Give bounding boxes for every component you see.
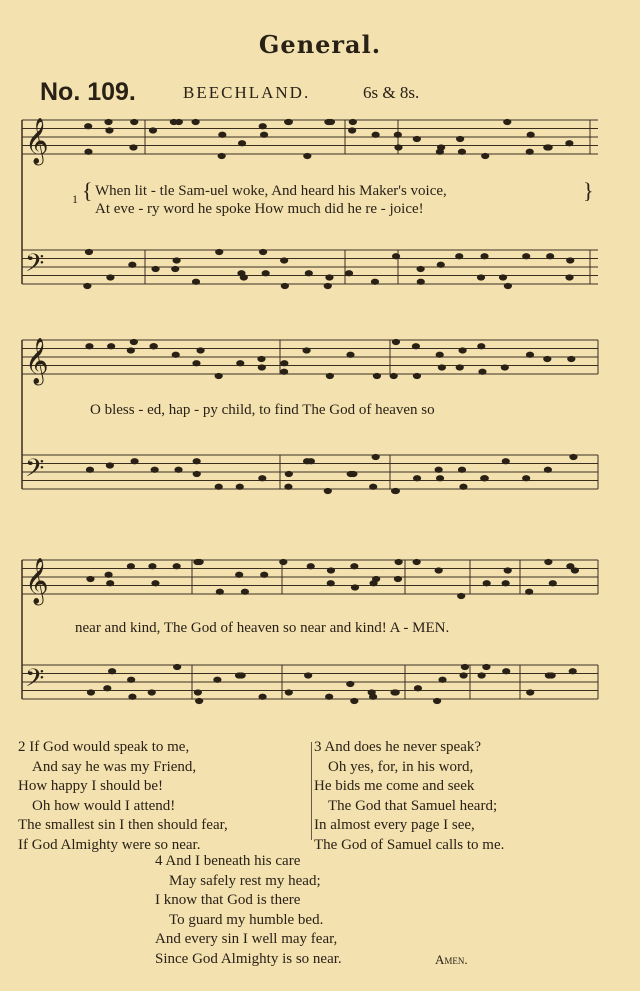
stanza-line: Since God Almighty is so near. — [155, 950, 342, 967]
note-head — [193, 471, 200, 476]
note-head — [478, 344, 485, 349]
note-head — [261, 572, 268, 577]
note-head — [172, 352, 179, 357]
lyric-line-1-lower: At eve - ry word he spoke How much did he re - joice! — [95, 201, 424, 217]
note-head — [373, 373, 380, 378]
stanza-line: 3 And does he never speak? — [314, 739, 482, 755]
note-head — [259, 694, 266, 699]
note-head — [458, 149, 465, 154]
note-head — [501, 365, 508, 370]
note-head — [327, 568, 334, 573]
note-head — [433, 698, 440, 703]
note-head — [394, 576, 401, 581]
note-head — [215, 373, 222, 378]
note-head — [436, 476, 443, 481]
section-title: General. — [258, 30, 382, 59]
stanza-line-last — [155, 950, 468, 970]
note-head — [173, 258, 180, 263]
note-head — [84, 283, 91, 288]
stanza-line: In almost every page I see, — [314, 817, 475, 833]
note-head — [324, 283, 331, 288]
note-head — [413, 136, 420, 141]
note-head — [351, 585, 358, 590]
treble-clef-icon: 𝄞 — [25, 558, 49, 604]
note-head — [347, 471, 354, 476]
note-head — [285, 119, 292, 124]
note-head — [391, 690, 398, 695]
note-head — [105, 119, 112, 124]
note-head — [499, 275, 506, 280]
tune-name: BEECHLAND. — [183, 83, 311, 102]
note-head — [280, 559, 287, 564]
stanza-line: And every sin I well may fear, — [155, 931, 338, 947]
note-head — [150, 344, 157, 349]
right-brace: } — [583, 178, 594, 203]
note-head — [238, 141, 245, 146]
note-head — [527, 690, 534, 695]
stanza-divider — [311, 742, 312, 840]
note-head — [548, 673, 555, 678]
note-head — [241, 589, 248, 594]
note-head — [127, 564, 134, 569]
note-head — [218, 153, 225, 158]
note-head — [395, 145, 402, 150]
note-head — [152, 266, 159, 271]
note-head — [326, 373, 333, 378]
bass-clef-icon: 𝄢 — [25, 454, 45, 489]
note-head — [240, 275, 247, 280]
note-head — [192, 279, 199, 284]
verse-number: 1 — [72, 192, 78, 206]
note-head — [235, 673, 242, 678]
note-head — [351, 698, 358, 703]
note-head — [436, 352, 443, 357]
stanza-line: And say he was my Friend, — [32, 758, 197, 775]
note-head — [152, 581, 159, 586]
note-head — [347, 352, 354, 357]
note-head — [394, 132, 401, 137]
stanza-line: The smallest sin I then should fear, — [18, 817, 228, 833]
note-head — [85, 124, 92, 129]
stanza-4 — [155, 852, 468, 969]
note-head — [326, 694, 333, 699]
stanza-line: The God of Samuel calls to me. — [314, 836, 505, 853]
note-head — [435, 568, 442, 573]
hymn-number: No. 109. — [40, 78, 136, 106]
lyric-line-2: O bless - ed, hap - py child, to find The God of heaven so — [90, 402, 435, 418]
note-head — [215, 484, 222, 489]
note-head — [326, 275, 333, 280]
note-head — [569, 669, 576, 674]
note-head — [458, 467, 465, 472]
note-head — [149, 128, 156, 133]
note-head — [351, 564, 358, 569]
note-head — [219, 132, 226, 137]
note-head — [285, 690, 292, 695]
note-head — [545, 559, 552, 564]
note-head — [131, 459, 138, 464]
note-head — [345, 271, 352, 276]
note-head — [303, 459, 310, 464]
note-head — [214, 677, 221, 682]
note-head — [307, 564, 314, 569]
left-brace: { — [82, 178, 93, 203]
note-head — [544, 145, 551, 150]
note-head — [502, 581, 509, 586]
note-head — [458, 593, 465, 598]
stanza-line: Oh how would I attend! — [32, 797, 176, 814]
note-head — [237, 361, 244, 366]
note-head — [105, 572, 112, 577]
note-head — [460, 673, 467, 678]
lyric-line-1-upper: When lit - tle Sam-uel woke, And heard his Maker's voice, — [95, 183, 447, 199]
note-head — [258, 365, 265, 370]
note-head — [285, 471, 292, 476]
note-head — [479, 369, 486, 374]
note-head — [86, 344, 93, 349]
note-head — [567, 564, 574, 569]
bass-clef-icon: 𝄢 — [25, 664, 45, 699]
treble-clef-icon: 𝄞 — [25, 338, 49, 384]
note-head — [285, 484, 292, 489]
note-head — [567, 258, 574, 263]
note-head — [149, 564, 156, 569]
note-head — [327, 581, 334, 586]
note-head — [127, 348, 134, 353]
note-head — [259, 476, 266, 481]
note-head — [87, 576, 94, 581]
note-head — [523, 476, 530, 481]
note-head — [526, 149, 533, 154]
note-head — [281, 283, 288, 288]
note-head — [85, 149, 92, 154]
note-head — [192, 119, 199, 124]
note-head — [324, 488, 331, 493]
note-head — [566, 141, 573, 146]
note-head — [325, 119, 332, 124]
note-head — [547, 254, 554, 259]
note-head — [481, 254, 488, 259]
note-head — [503, 669, 510, 674]
note-head — [172, 266, 179, 271]
note-head — [459, 348, 466, 353]
note-head — [570, 454, 577, 459]
note-head — [87, 690, 94, 695]
note-head — [502, 459, 509, 464]
note-head — [437, 262, 444, 267]
amen-label: Amen. — [435, 951, 468, 967]
stanza-line: The God that Samuel heard; — [328, 797, 498, 814]
note-head — [236, 484, 243, 489]
note-head — [86, 467, 93, 472]
note-head — [392, 488, 399, 493]
note-head — [196, 559, 203, 564]
note-head — [413, 373, 420, 378]
note-head — [128, 677, 135, 682]
note-head — [131, 119, 138, 124]
note-head — [260, 132, 267, 137]
note-head — [174, 664, 181, 669]
note-head — [544, 356, 551, 361]
note-head — [130, 145, 137, 150]
note-head — [175, 467, 182, 472]
note-head — [544, 467, 551, 472]
stanza-line: He bids me come and seek — [314, 778, 475, 794]
note-head — [108, 344, 115, 349]
stanza-2 — [18, 738, 228, 855]
stanza-line: I know that God is there — [155, 892, 301, 908]
note-head — [85, 249, 92, 254]
meter: 6s & 8s. — [363, 83, 420, 102]
note-head — [349, 119, 356, 124]
stanza-line: May safely rest my head; — [169, 872, 321, 889]
note-head — [194, 690, 201, 695]
note-head — [460, 484, 467, 489]
note-head — [262, 271, 269, 276]
note-head — [395, 559, 402, 564]
note-head — [482, 153, 489, 158]
note-head — [527, 132, 534, 137]
stanza-line: If God Almighty were so near. — [18, 836, 201, 853]
note-head — [216, 589, 223, 594]
note-head — [457, 136, 464, 141]
note-head — [566, 275, 573, 280]
note-head — [372, 132, 379, 137]
note-head — [414, 686, 421, 691]
note-head — [347, 681, 354, 686]
note-head — [369, 694, 376, 699]
stanza-line: Oh yes, for, in his word, — [328, 758, 474, 775]
note-head — [413, 476, 420, 481]
note-head — [173, 564, 180, 569]
note-head — [412, 344, 419, 349]
note-head — [413, 559, 420, 564]
note-head — [151, 467, 158, 472]
note-head — [526, 352, 533, 357]
note-head — [371, 279, 378, 284]
note-head — [483, 581, 490, 586]
note-head — [392, 339, 399, 344]
note-head — [196, 698, 203, 703]
note-head — [236, 572, 243, 577]
stanza-line: 4 And I beneath his care — [155, 853, 301, 869]
note-head — [170, 119, 177, 124]
stanza-3 — [314, 738, 504, 855]
note-head — [372, 454, 379, 459]
note-head — [438, 145, 445, 150]
note-head — [281, 369, 288, 374]
note-head — [305, 673, 312, 678]
note-head — [106, 463, 113, 468]
note-head — [129, 262, 136, 267]
note-head — [197, 348, 204, 353]
note-head — [281, 361, 288, 366]
note-head — [456, 365, 463, 370]
note-head — [392, 254, 399, 259]
note-head — [148, 690, 155, 695]
note-head — [104, 686, 111, 691]
note-head — [305, 271, 312, 276]
note-head — [370, 484, 377, 489]
note-head — [193, 459, 200, 464]
note-head — [390, 373, 397, 378]
note-head — [193, 361, 200, 366]
note-head — [258, 356, 265, 361]
note-head — [130, 339, 137, 344]
stanza-line: 2 If God would speak to me, — [18, 739, 190, 755]
bass-clef-icon: 𝄢 — [25, 249, 45, 284]
note-head — [526, 589, 533, 594]
note-head — [477, 275, 484, 280]
note-head — [259, 249, 266, 254]
note-head — [483, 664, 490, 669]
stanza-line: To guard my humble bed. — [169, 911, 324, 928]
note-head — [417, 279, 424, 284]
note-head — [106, 128, 113, 133]
note-head — [216, 249, 223, 254]
note-head — [461, 664, 468, 669]
note-head — [481, 476, 488, 481]
note-head — [107, 581, 114, 586]
note-head — [439, 677, 446, 682]
note-head — [438, 365, 445, 370]
note-head — [129, 694, 136, 699]
note-head — [504, 283, 511, 288]
note-head — [107, 275, 114, 280]
note-head — [349, 128, 356, 133]
stanza-line: How happy I should be! — [18, 778, 163, 794]
note-head — [523, 254, 530, 259]
note-head — [303, 348, 310, 353]
note-head — [435, 467, 442, 472]
note-head — [456, 254, 463, 259]
note-head — [549, 581, 556, 586]
note-head — [417, 266, 424, 271]
lyric-line-3: near and kind, The God of heaven so near and kind! A - MEN. — [75, 620, 450, 636]
note-head — [109, 669, 116, 674]
note-head — [304, 153, 311, 158]
note-head — [568, 356, 575, 361]
note-head — [504, 119, 511, 124]
note-head — [281, 258, 288, 263]
note-head — [504, 568, 511, 573]
note-head — [373, 576, 380, 581]
note-head — [478, 673, 485, 678]
treble-clef-icon: 𝄞 — [25, 118, 49, 164]
note-head — [259, 124, 266, 129]
